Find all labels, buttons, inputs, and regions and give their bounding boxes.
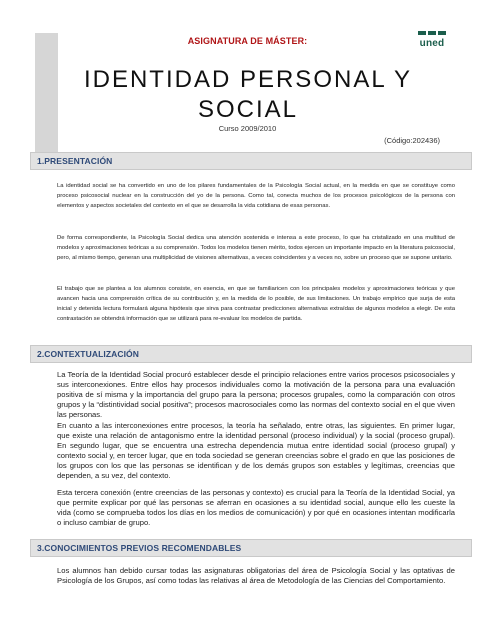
logo-bar-1 <box>418 31 426 35</box>
section-header-contextualizacion <box>30 345 472 363</box>
uned-logo <box>415 30 449 52</box>
subject-type-label: ASIGNATURA DE MÁSTER: <box>187 36 308 46</box>
title-line-1: IDENTIDAD PERSONAL Y <box>83 66 413 93</box>
section-heading: 3.CONOCIMIENTOS PREVIOS RECOMENDABLES <box>37 543 242 553</box>
section-paragraph: Los alumnos han debido cursar todas las asignaturas obligatorias del área de Psicología Social y las optativas de Psicología de los Grupos, así como todas las relativas al área de Metodología de las Ciencias del Comportamiento. <box>57 566 455 585</box>
section-paragraph: La Teoría de la Identidad Social procuró establecer desde el principio relaciones entre varios procesos psicosociales y sus interconexiones. Entre ellos hay procesos individuales como la motivación de la persona para una evaluación positiva de sí misma y la importancia del grupo para la persona; procesos grupales, como la comparación con otros grupos y la “distintividad social positiva”; procesos macrosociales como las normas del contexto social en el que viven las personas. <box>57 370 455 419</box>
logo-bar-3 <box>438 31 446 35</box>
title-line-2: SOCIAL <box>197 96 299 123</box>
header-side-bar <box>35 33 58 156</box>
course-year: Curso 2009/2010 <box>218 124 277 133</box>
section-paragraph: La identidad social se ha convertido en uno de los pilares fundamentales de la Psicología Social actual, en la medida en que se constituye como proceso psicosocial nuclear en la construcción del yo de la persona. Como tal, conecta muchos de los procesos psicológicos de la persona con elementos y aspectos societales del contexto en el que se desarrolla la vida cotidiana de esas personas. <box>57 183 455 209</box>
section-header-presentacion <box>30 152 472 170</box>
logo-bar-2 <box>428 31 436 35</box>
section-heading: 1.PRESENTACIÓN <box>37 156 113 166</box>
section-paragraph: Esta tercera conexión (entre creencias de las personas y contexto) es crucial para la Teoría de la Identidad Social, ya que permite explicar por qué las personas se aferran en ocasiones a su identidad social, aunque ello les cueste la vida (como se comprueba todos los días en los medios de comunicación) y por qué en ocasiones intentan modificarla o incluso cambiar de grupo. <box>57 488 455 527</box>
logo-text: uned <box>419 38 445 49</box>
section-paragraph: De forma correspondiente, la Psicología Social dedica una atención sostenida e intensa a este proceso, lo que ha cristalizado en una multitud de modelos y aproximaciones teóricas a su comprensión. Todos los modelos tienen mérito, todos ejercen un importante impacto en la literatura psicosocial, pero, al mismo tiempo, generan una multiplicidad de visiones alternativas, a veces coincidentes y a veces no, sobre un proceso que se supone unitario. <box>57 235 455 261</box>
page-title <box>58 65 438 125</box>
section-heading: 2.CONTEXTUALIZACIÓN <box>37 349 140 359</box>
subject-code: (Código:202436) <box>384 136 440 145</box>
section-header-conocimientos <box>30 539 472 557</box>
section-paragraph: En cuanto a las interconexiones entre procesos, la teoría ha señalado, entre otras, las siguientes. En primer lugar, que existe una relación de antagonismo entre la identidad personal (proceso individual) y la social (proceso grupal). En segundo lugar, que se encuentra una estrecha dependencia mutua entre identidad social (proceso grupal) y contexto social y, en tercer lugar, que en toda sociedad se generan creencias sobre el grado en que las posiciones de los grupos con los que las personas se identifican y de los demás grupos son estables y legítimas, creencias que dependen, a su vez, del contexto. <box>57 421 455 480</box>
section-paragraph: El trabajo que se plantea a los alumnos consiste, en esencia, en que se familiaricen con los principales modelos y aproximaciones teóricas y que avancen hacia una comprensión crítica de su contribución y, en la medida de lo posible, de sus limitaciones. Un trabajo empírico que surja de esta inicial y detenida lectura formulará alguna hipótesis que sirva para contrastar predicciones alternativas extraídas de algunos modelos a elegir. De esta contrastación se obtendrá información que se utilizará para re-evaluar los modelos de partida. <box>57 286 455 322</box>
